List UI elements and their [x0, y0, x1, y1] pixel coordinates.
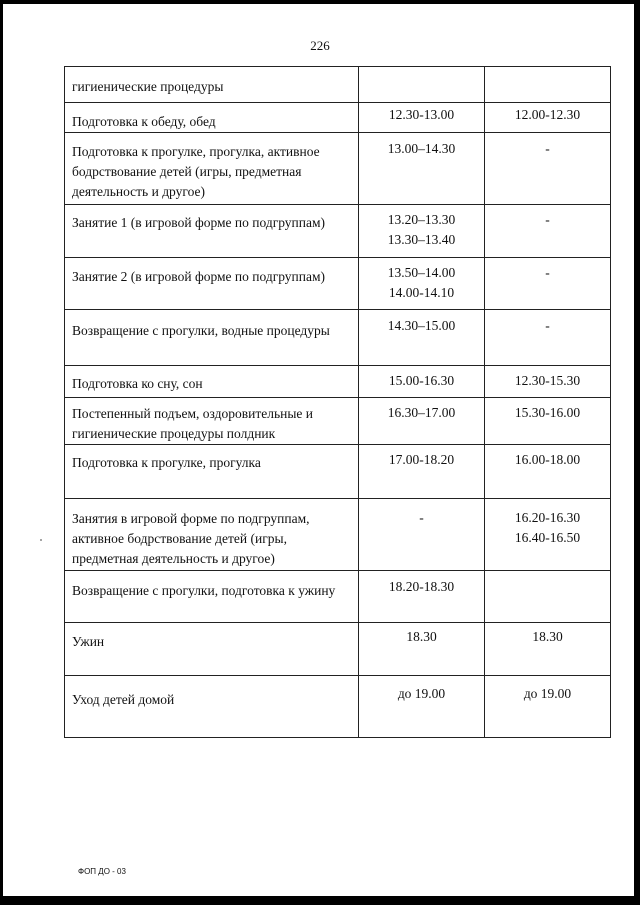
activity-text: Занятие 2 (в игровой форме по подгруппам) [72, 269, 326, 284]
time-cell-group-2 [485, 133, 611, 205]
scan-border-bottom [0, 896, 640, 905]
time-value: 13.20–13.30 [387, 212, 456, 227]
time-cell-group-1 [359, 676, 485, 738]
scan-border-top [0, 0, 640, 4]
activity-cell [65, 571, 359, 623]
activity-text: Подготовка к прогулке, прогулка, активное бодрствование детей (игры, предметная деятельность и другое) [72, 144, 320, 199]
time-cell-group-2 [485, 205, 611, 258]
schedule-row [65, 676, 611, 738]
schedule-row [65, 499, 611, 571]
time-cell-group-2 [485, 499, 611, 571]
activity-text: Постепенный подъем, оздоровительные и гигиенические процедуры полдник [72, 406, 314, 441]
time-value: 17.00-18.20 [388, 452, 455, 467]
time-value: 15.30-16.00 [514, 405, 581, 420]
time-value: до 19.00 [397, 686, 446, 701]
activity-text: Подготовка ко сну, сон [72, 376, 203, 391]
schedule-row [65, 67, 611, 103]
activity-cell [65, 445, 359, 499]
time-cell-group-1 [359, 103, 485, 133]
time-value: 12.00-12.30 [514, 107, 581, 122]
activity-text: Подготовка к обеду, обед [72, 114, 216, 129]
time-value: 13.00–14.30 [387, 141, 456, 156]
activity-cell [65, 258, 359, 310]
page-number: 226 [310, 38, 330, 53]
schedule-row [65, 366, 611, 398]
time-value: 16.40-16.50 [514, 530, 581, 545]
time-cell-group-1 [359, 258, 485, 310]
time-cell-group-2 [485, 103, 611, 133]
scan-border-left [0, 0, 3, 905]
activity-text: Занятия в игровой форме по подгруппам, активное бодрствование детей (игры, предметная деятельность и другое) [72, 511, 310, 566]
time-cell-group-1 [359, 499, 485, 571]
time-value: 16.20-16.30 [514, 510, 581, 525]
time-value: 18.30 [532, 629, 563, 644]
activity-text: Уход детей домой [72, 692, 175, 707]
schedule-row [65, 310, 611, 366]
scan-border-right [634, 0, 640, 905]
activity-cell [65, 205, 359, 258]
time-value: 15.00-16.30 [388, 373, 455, 388]
scan-speck [40, 539, 42, 541]
time-value: - [545, 212, 550, 227]
schedule-row [65, 445, 611, 499]
activity-cell [65, 623, 359, 676]
time-cell-group-2 [485, 67, 611, 103]
time-value: 12.30-15.30 [514, 373, 581, 388]
time-cell-group-1 [359, 310, 485, 366]
time-cell-group-1 [359, 445, 485, 499]
activity-text: Подготовка к прогулке, прогулка [72, 455, 261, 470]
activity-text: Занятие 1 (в игровой форме по подгруппам) [72, 215, 326, 230]
activity-cell [65, 103, 359, 133]
activity-cell [65, 398, 359, 445]
schedule-row [65, 398, 611, 445]
time-cell-group-1 [359, 398, 485, 445]
schedule-row [65, 103, 611, 133]
time-value: 13.50–14.00 [387, 265, 456, 280]
activity-text: Возвращение с прогулки, водные процедуры [72, 323, 330, 338]
time-value: - [545, 318, 550, 333]
activity-cell [65, 366, 359, 398]
time-cell-group-1 [359, 67, 485, 103]
time-value: 18.20-18.30 [388, 579, 455, 594]
time-cell-group-1 [359, 205, 485, 258]
time-value: 14.00-14.10 [388, 285, 455, 300]
time-cell-group-2 [485, 258, 611, 310]
time-cell-group-1 [359, 623, 485, 676]
activity-cell [65, 310, 359, 366]
time-value: 13.30–13.40 [387, 232, 456, 247]
time-cell-group-2 [485, 623, 611, 676]
schedule-row [65, 205, 611, 258]
time-value: 14.30–15.00 [387, 318, 456, 333]
time-cell-group-2 [485, 676, 611, 738]
footer-document-code: ФОП ДО - 03 [78, 867, 126, 876]
activity-text: Ужин [72, 634, 105, 649]
time-value: - [419, 510, 424, 525]
time-value: 16.00-18.00 [514, 452, 581, 467]
activity-cell [65, 67, 359, 103]
schedule-row [65, 258, 611, 310]
time-cell-group-2 [485, 445, 611, 499]
time-value: 18.30 [406, 629, 437, 644]
time-cell-group-1 [359, 366, 485, 398]
time-cell-group-1 [359, 571, 485, 623]
schedule-row [65, 623, 611, 676]
activity-cell [65, 499, 359, 571]
time-value: 12.30-13.00 [388, 107, 455, 122]
activity-text: гигиенические процедуры [72, 79, 224, 94]
schedule-body [65, 67, 611, 738]
time-cell-group-2 [485, 310, 611, 366]
schedule-row [65, 571, 611, 623]
time-value: - [545, 265, 550, 280]
activity-cell [65, 133, 359, 205]
time-value: до 19.00 [523, 686, 572, 701]
time-cell-group-1 [359, 133, 485, 205]
time-cell-group-2 [485, 398, 611, 445]
schedule-row [65, 133, 611, 205]
activity-cell [65, 676, 359, 738]
daily-schedule-table [64, 66, 611, 738]
time-cell-group-2 [485, 571, 611, 623]
time-value: - [545, 141, 550, 156]
time-cell-group-2 [485, 366, 611, 398]
activity-text: Возвращение с прогулки, подготовка к ужину [72, 583, 336, 598]
time-value: 16.30–17.00 [387, 405, 456, 420]
